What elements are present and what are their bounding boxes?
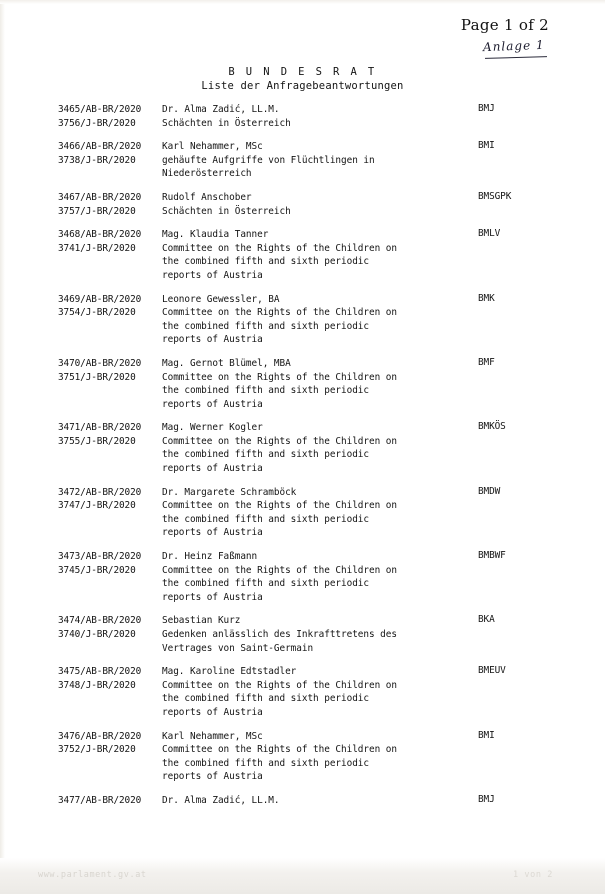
- page-subtitle: Liste der Anfragebeantwortungen: [201, 80, 404, 92]
- entry-person: Rudolf Anschober: [162, 191, 252, 203]
- entry-department: BMF: [478, 356, 495, 368]
- list-item: [58, 293, 552, 347]
- entry-person: Dr. Alma Zadić, LL.M.: [162, 794, 280, 806]
- answer-reference: 3469/AB-BR/2020: [58, 293, 142, 305]
- entry-subject-line: the combined fifth and sixth periodic: [162, 449, 369, 461]
- entry-subject-line: reports of Austria: [162, 463, 263, 475]
- entry-subject-line: Committee on the Rights of the Children on: [162, 744, 397, 756]
- entry-person: Mag. Werner Kogler: [162, 422, 263, 434]
- question-reference: 3757/J-BR/2020: [58, 205, 136, 217]
- question-reference: 3754/J-BR/2020: [58, 307, 136, 319]
- answer-reference: 3471/AB-BR/2020: [58, 422, 142, 434]
- list-item: [58, 730, 552, 784]
- entry-person: Dr. Margarete Schramböck: [162, 486, 297, 498]
- entry-references: [58, 486, 162, 513]
- entry-references: [58, 140, 162, 167]
- entry-subject-line: the combined fifth and sixth periodic: [162, 757, 369, 769]
- list-item: [58, 228, 552, 282]
- list-item: [58, 614, 552, 655]
- entry-person: Mag. Klaudia Tanner: [162, 229, 269, 241]
- list-item: [58, 191, 552, 218]
- entry-subject-line: reports of Austria: [162, 771, 263, 783]
- entry-references: [58, 293, 162, 320]
- question-reference: 3745/J-BR/2020: [58, 564, 136, 576]
- entry-subject-line: the combined fifth and sixth periodic: [162, 385, 369, 397]
- answer-reference: 3470/AB-BR/2020: [58, 357, 142, 369]
- entry-subject-line: Committee on the Rights of the Children on: [162, 371, 397, 383]
- entry-references: [58, 550, 162, 577]
- entry-department: BMDW: [478, 485, 501, 497]
- entry-department: BMJ: [478, 793, 495, 805]
- entry-department: BMI: [478, 140, 495, 152]
- entry-person: Karl Nehammer, MSc: [162, 141, 263, 153]
- entry-subject-line: Committee on the Rights of the Children on: [162, 435, 397, 447]
- entry-person: Dr. Heinz Faßmann: [162, 551, 258, 563]
- answer-reference: 3467/AB-BR/2020: [58, 191, 142, 203]
- answer-reference: 3468/AB-BR/2020: [58, 229, 142, 241]
- entry-references: [58, 730, 162, 757]
- entry-subject-line: Schächten in Österreich: [162, 205, 291, 217]
- page-title: B U N D E S R A T: [228, 66, 377, 78]
- answer-reference: 3476/AB-BR/2020: [58, 730, 142, 742]
- question-reference: 3738/J-BR/2020: [58, 154, 136, 166]
- question-reference: 3748/J-BR/2020: [58, 679, 136, 691]
- entry-subject-line: Schächten in Österreich: [162, 117, 291, 129]
- question-reference: 3751/J-BR/2020: [58, 371, 136, 383]
- entry-subject-line: reports of Austria: [162, 398, 263, 410]
- answer-reference: 3472/AB-BR/2020: [58, 486, 142, 498]
- answer-reference: 3465/AB-BR/2020: [58, 104, 142, 115]
- entry-person: Sebastian Kurz: [162, 615, 241, 627]
- entry-person: Mag. Karoline Edtstadler: [162, 666, 297, 678]
- footer-ghost-left: www.parlament.gv.at: [38, 870, 147, 880]
- entry-references: [58, 191, 162, 218]
- entry-subject-line: Committee on the Rights of the Children on: [162, 564, 397, 576]
- answer-reference: 3473/AB-BR/2020: [58, 551, 142, 563]
- footer-ghost-right: 1 von 2: [512, 870, 553, 880]
- question-reference: 3740/J-BR/2020: [58, 629, 136, 640]
- entry-subject-line: the combined fifth and sixth periodic: [162, 693, 369, 705]
- entry-department: BMLV: [478, 228, 501, 240]
- entry-references: [58, 794, 162, 808]
- entry-subject-line: Gedenken anlässlich des Inkrafttretens des: [162, 629, 397, 640]
- entry-department: BMBWF: [478, 550, 506, 562]
- list-item: [58, 103, 552, 130]
- entry-subject-line: Niederösterreich: [162, 168, 252, 180]
- entry-department: BKA: [478, 614, 495, 626]
- entry-subject-line: Committee on the Rights of the Children on: [162, 307, 397, 319]
- entry-person: Dr. Alma Zadić, LL.M.: [162, 104, 280, 115]
- annex-underline: [485, 56, 547, 59]
- question-reference: 3756/J-BR/2020: [58, 117, 136, 129]
- entry-references: [58, 614, 162, 641]
- entry-references: [58, 103, 162, 130]
- question-reference: 3752/J-BR/2020: [58, 744, 136, 756]
- entry-subject-line: gehäufte Aufgriffe von Flüchtlingen in: [162, 154, 375, 166]
- entry-subject-line: the combined fifth and sixth periodic: [162, 320, 369, 332]
- entry-subject-line: reports of Austria: [162, 527, 263, 539]
- list-item: [58, 140, 552, 181]
- entry-department: BMEUV: [478, 665, 506, 677]
- entry-subject-line: the combined fifth and sixth periodic: [162, 513, 369, 525]
- entry-subject-line: the combined fifth and sixth periodic: [162, 578, 369, 590]
- list-item: [58, 550, 552, 604]
- entry-subject-line: reports of Austria: [162, 706, 263, 718]
- entry-subject-line: reports of Austria: [162, 269, 263, 281]
- answer-reference: 3477/AB-BR/2020: [58, 794, 142, 806]
- question-reference: 3747/J-BR/2020: [58, 500, 136, 512]
- list-item: [58, 665, 552, 719]
- answer-reference: 3475/AB-BR/2020: [58, 666, 142, 678]
- answer-reference: 3466/AB-BR/2020: [58, 141, 142, 153]
- list-item: [58, 486, 552, 540]
- annex-handwritten-stamp: Anlage 1: [483, 37, 546, 55]
- scan-edge-left: [0, 0, 5, 894]
- entry-department: BMI: [478, 729, 495, 741]
- page-number: Page 1 of 2: [460, 16, 549, 34]
- entry-references: [58, 357, 162, 384]
- entry-person: Leonore Gewessler, BA: [162, 293, 280, 305]
- entry-department: BMJ: [478, 103, 495, 114]
- entry-department: BMKÖS: [478, 421, 506, 433]
- entry-department: BMK: [478, 292, 495, 304]
- scan-edge-top: [0, 0, 605, 4]
- entry-subject-line: Committee on the Rights of the Children on: [162, 242, 397, 254]
- entry-references: [58, 665, 162, 692]
- answers-list: [58, 103, 552, 818]
- entry-subject-line: Committee on the Rights of the Children on: [162, 679, 397, 691]
- list-item: [58, 357, 552, 411]
- entry-person: Mag. Gernot Blümel, MBA: [162, 357, 291, 369]
- entry-subject-line: Vertrages von Saint-Germain: [162, 642, 314, 654]
- answer-reference: 3474/AB-BR/2020: [58, 615, 142, 627]
- entry-subject-line: Committee on the Rights of the Children on: [162, 500, 397, 512]
- entry-references: [58, 421, 162, 448]
- list-item: [58, 794, 552, 808]
- list-item: [58, 421, 552, 475]
- entry-person: Karl Nehammer, MSc: [162, 730, 263, 742]
- question-reference: 3741/J-BR/2020: [58, 242, 136, 254]
- entry-references: [58, 228, 162, 255]
- question-reference: 3755/J-BR/2020: [58, 435, 136, 447]
- entry-subject-line: the combined fifth and sixth periodic: [162, 256, 369, 268]
- entry-department: BMSGPK: [478, 190, 512, 202]
- entry-subject-line: reports of Austria: [162, 591, 263, 603]
- entry-subject-line: reports of Austria: [162, 334, 263, 346]
